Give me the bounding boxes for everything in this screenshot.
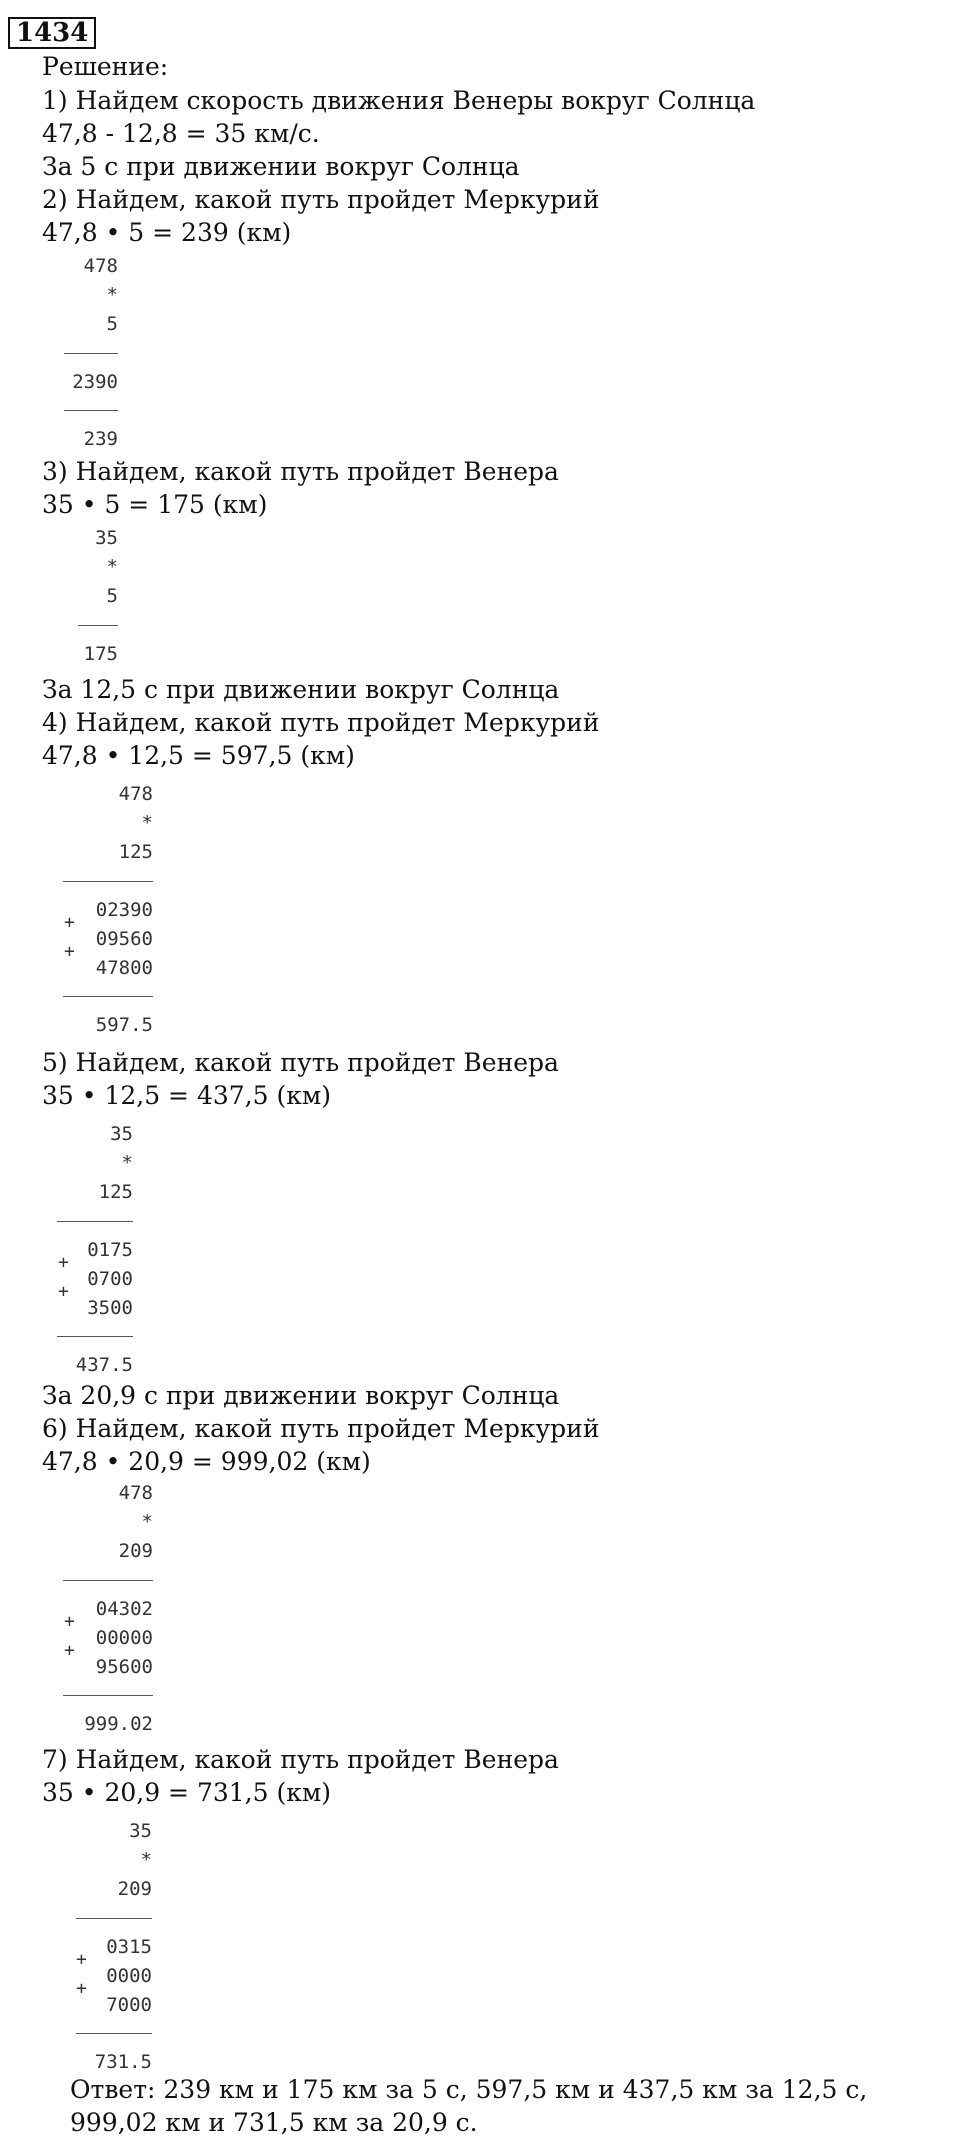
multiplier: 209: [118, 1540, 153, 1562]
plus-sign: +: [58, 1281, 69, 1302]
text-line: За 12,5 с при движении вокруг Солнца: [42, 675, 560, 704]
multiplier: 209: [117, 1878, 152, 1900]
text-line: 6) Найдем, какой путь пройдет Меркурий: [42, 1414, 600, 1443]
partial-product: 0000: [106, 1965, 152, 1987]
text-line: 35 • 12,5 = 437,5 (км): [42, 1081, 332, 1110]
operator: *: [106, 556, 118, 578]
divider-line: [57, 1221, 133, 1222]
text-line: 47,8 • 12,5 = 597,5 (км): [42, 741, 355, 770]
product-result: 175: [83, 643, 118, 665]
text-line: 7) Найдем, какой путь пройдет Венера: [42, 1745, 559, 1774]
multiplication-calc: [40, 255, 118, 455]
divider-line: [76, 1918, 152, 1919]
partial-product: 2390: [72, 371, 118, 393]
divider-line: [57, 1336, 133, 1337]
product-result: 597.5: [95, 1014, 153, 1036]
text-line: 1) Найдем скорость движения Венеры вокруг Солнца: [42, 86, 756, 115]
partial-product: 3500: [87, 1297, 133, 1319]
divider-line: [63, 1580, 153, 1581]
plus-sign: +: [76, 1949, 87, 1970]
plus-sign: +: [64, 912, 75, 933]
text-line: 47,8 - 12,8 = 35 км/с.: [42, 119, 320, 148]
plus-sign: +: [64, 1640, 75, 1661]
plus-sign: +: [64, 1611, 75, 1632]
text-line: 5) Найдем, какой путь пройдет Венера: [42, 1048, 559, 1077]
divider-line: [63, 1695, 153, 1696]
text-line: 47,8 • 5 = 239 (км): [42, 218, 292, 247]
divider-line: [76, 2033, 152, 2034]
product-result: 999.02: [84, 1713, 153, 1735]
multiplier: 5: [106, 585, 118, 607]
multiplication-calc: [40, 1820, 152, 2075]
text-line: 35 • 5 = 175 (км): [42, 490, 268, 519]
text-line: 3) Найдем, какой путь пройдет Венера: [42, 457, 559, 486]
product-result: 731.5: [94, 2051, 152, 2073]
partial-product: 95600: [95, 1656, 153, 1678]
product-result: 239: [83, 428, 118, 450]
divider-line: [78, 625, 118, 626]
partial-product: 02390: [95, 899, 153, 921]
multiplier: 125: [98, 1181, 133, 1203]
divider-line: [63, 881, 153, 882]
problem-number: 1434: [8, 17, 96, 49]
text-line: За 5 с при движении вокруг Солнца: [42, 152, 520, 181]
multiplication-calc: [40, 1482, 153, 1744]
multiplier: 125: [118, 841, 153, 863]
plus-sign: +: [76, 1978, 87, 1999]
operator: *: [141, 1511, 153, 1533]
plus-sign: +: [64, 941, 75, 962]
multiplicand: 35: [110, 1123, 133, 1145]
multiplicand: 478: [118, 1482, 153, 1504]
operator: *: [141, 812, 153, 834]
multiplicand: 478: [83, 255, 118, 277]
multiplicand: 478: [118, 783, 153, 805]
plus-sign: +: [58, 1252, 69, 1273]
answer-text: Ответ: 239 км и 175 км за 5 с, 597,5 км и 437,5 км за 12,5 с, 999,02 км и 731,5 км за 20,9 с.: [70, 2075, 868, 2137]
solution-heading: Решение:: [42, 52, 169, 81]
partial-product: 47800: [95, 957, 153, 979]
multiplicand: 35: [129, 1820, 152, 1842]
text-line: 4) Найдем, какой путь пройдет Меркурий: [42, 708, 600, 737]
divider-line: [64, 410, 118, 411]
multiplication-calc: [40, 1123, 133, 1378]
partial-product: 00000: [95, 1627, 153, 1649]
text-line: 2) Найдем, какой путь пройдет Меркурий: [42, 185, 600, 214]
partial-product: 0175: [87, 1239, 133, 1261]
operator: *: [121, 1152, 133, 1174]
partial-product: 04302: [95, 1598, 153, 1620]
operator: *: [106, 284, 118, 306]
text-line: 47,8 • 20,9 = 999,02 (км): [42, 1447, 371, 1476]
multiplication-calc: [40, 783, 153, 1045]
multiplicand: 35: [95, 527, 118, 549]
partial-product: 0700: [87, 1268, 133, 1290]
multiplier: 5: [106, 313, 118, 335]
text-line: 35 • 20,9 = 731,5 (км): [42, 1778, 332, 1807]
partial-product: 09560: [95, 928, 153, 950]
partial-product: 0315: [106, 1936, 152, 1958]
divider-line: [63, 996, 153, 997]
partial-product: 7000: [106, 1994, 152, 2016]
operator: *: [140, 1849, 152, 1871]
product-result: 437.5: [75, 1354, 133, 1376]
text-line: За 20,9 с при движении вокруг Солнца: [42, 1381, 560, 1410]
multiplication-calc: [40, 527, 118, 672]
divider-line: [64, 353, 118, 354]
